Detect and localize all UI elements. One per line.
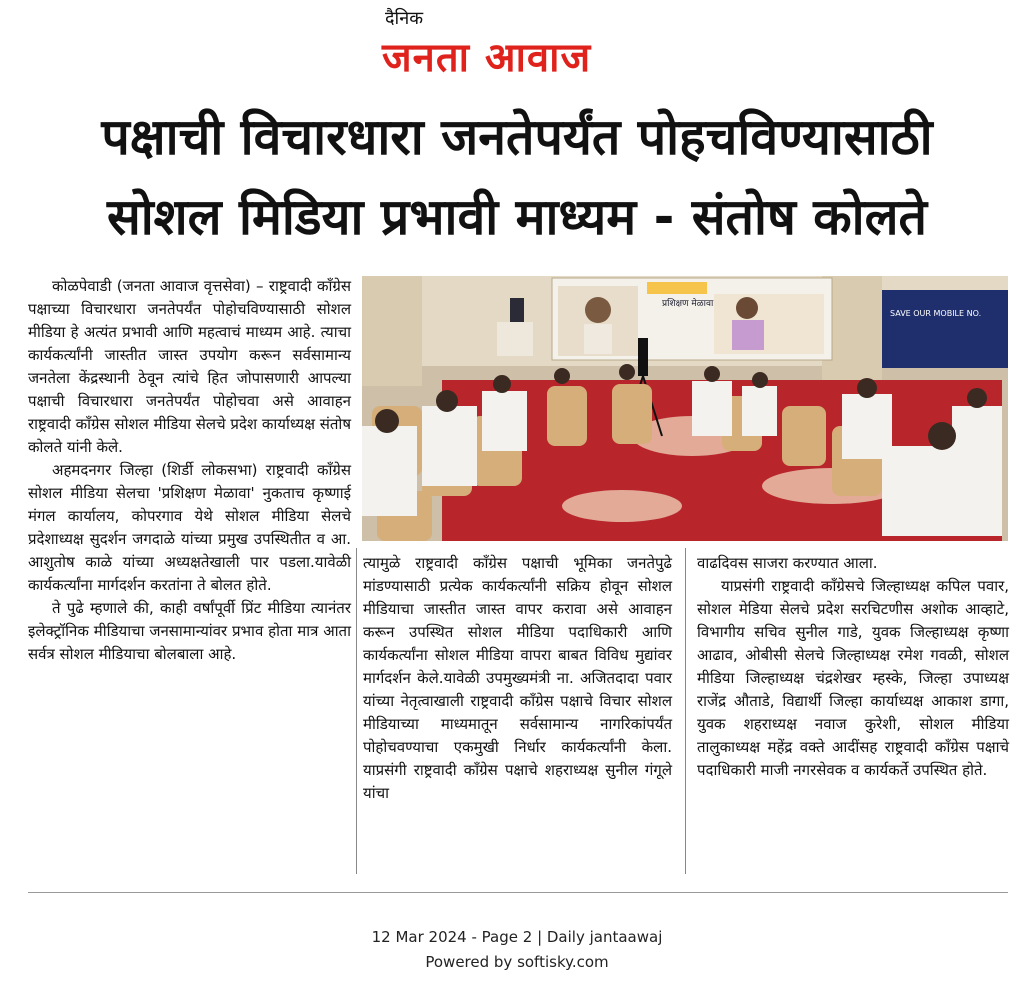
- event-photo-illustration: [362, 276, 1008, 541]
- column-divider: [356, 548, 357, 874]
- page-bottom-rule: [28, 892, 1008, 893]
- photo-banner-title: प्रशिक्षण मेळावा: [662, 299, 714, 309]
- footer-edition: 12 Mar 2024 - Page 2 | Daily jantaawaj: [371, 928, 663, 946]
- footer-powered-by[interactable]: Powered by softisky.com: [425, 953, 609, 971]
- article-paragraph: कोळपेवाडी (जनता आवाज वृत्तसेवा) – राष्ट्रवादी काँग्रेस पक्षाच्या विचारधारा जनतेपर्यंत पोहोचविण्यासाठी सोशल मीडिया हे अत्यंत प्रभावी आणि महत्वाचं माध्यम आहे. त्याचा कार्यकर्त्यांनी जास्तीत जास्त उपयोग करून सर्वसामान्य जनतेला केंद्रस्थानी ठेवून त्यांचे हित जोपासणारी आपल्या पक्षाची विचारधारा जनतेपर्यंत पोहोचवा असे आवाहन राष्ट्रवादी काँग्रेस सोशल मीडिया सेलचे प्रदेश कार्याध्यक्ष संतोष कोलते यांनी केले.: [28, 277, 351, 456]
- article-paragraph: त्यामुळे राष्ट्रवादी काँग्रेस पक्षाची भूमिका जनतेपुढे मांडण्यासाठी प्रत्येक कार्यकर्त्यांनी सक्रिय होवून सोशल मीडियाचा जास्तीत जास्त वापर करावा असे आवाहन करून उपस्थित सोशल मीडिया पदाधिकारी आणि कार्यकर्त्यांना सोशल मीडिया वापरा बाबत विविध मुद्यांवर मार्गदर्शन केले.यावेळी उपमुख्यमंत्री ना. अजितदादा पवार यांच्या नेतृत्वाखाली राष्ट्रवादी काँग्रेस पक्षाचे विचार सोशल मीडियाच्या माध्यमातून सर्वसामान्य नागरिकांपर्यंत पोहोचवण्याचा एकमुखी निर्धार कार्यकर्त्यांनी केला. याप्रसंगी राष्ट्रवादी काँग्रेस पक्षाचे शहराध्यक्ष सुनील गंगूले यांचा: [363, 554, 672, 802]
- article-paragraph: याप्रसंगी राष्ट्रवादी काँग्रेसचे जिल्हाध्यक्ष कपिल पवार, सोशल मेडिया सेलचे प्रदेश सरचिटणीस अशोक आव्हाटे, विभागीय सचिव सुनील गाडे, युवक जिल्हाध्यक्ष कृष्णा आढाव, ओबीसी सेलचे जिल्हाध्यक्ष रमेश गवळी, सोशल मीडिया जिल्हाध्यक्ष चंद्रशेखर म्हस्के, जिल्हा उपाध्यक्ष राजेंद्र औताडे, विद्यार्थी जिल्हा कार्याध्यक्ष आकाश डागा, युवक शहराध्यक्ष नवाज कुरेशी, सोशल मीडिया तालुकाध्यक्ष महेंद्र वक्ते आदींसह राष्ट्रवादी काँग्रेस पक्षाचे पदाधिकारी माजी नगरसेवक व कार्यकर्ते उपस्थित होते.: [697, 577, 1009, 779]
- headline-line-1: पक्षाची विचारधारा जनतेपर्यंत पोहचविण्यासाठी: [101, 108, 933, 166]
- masthead: [0, 0, 1034, 92]
- article-paragraph: अहमदनगर जिल्हा (शिर्डी लोकसभा) राष्ट्रवादी काँग्रेस सोशल मीडिया सेलचा 'प्रशिक्षण मेळावा' नुकताच कृष्णाई मंगल कार्यालय, कोपरगाव येथे सोशल मीडिया सेलचे प्रदेशाध्यक्ष सुदर्शन जगदाळे यांच्या प्रमुख उपस्थितीत व आ. आशुतोष काळे यांच्या अध्यक्षतेखाली पार पडला.यावेळी कार्यकर्त्यांना मार्गदर्शन करतांना ते बोलत होते.: [28, 461, 351, 594]
- masthead-paper-name: जनता आवाज: [382, 35, 592, 81]
- event-photo: [362, 276, 1008, 541]
- column-divider: [685, 548, 686, 874]
- article-paragraph: वाढदिवस साजरा करण्यात आला.: [697, 554, 878, 572]
- article-column-3: [697, 552, 1009, 782]
- masthead-daily-label: दैनिक: [385, 8, 424, 29]
- photo-side-banner: SAVE OUR MOBILE NO.: [890, 309, 982, 318]
- article-column-2: [363, 552, 672, 805]
- headline-line-2: सोशल मिडिया प्रभावी माध्यम - संतोष कोलते: [106, 188, 928, 246]
- article-column-1: [28, 275, 351, 666]
- article-paragraph: ते पुढे म्हणाले की, काही वर्षांपूर्वी प्रिंट मीडिया त्यानंतर इलेक्ट्रॉनिक मीडियाचा जनसामान्यांवर प्रभाव होता मात्र आता सर्वत्र सोशल मीडियाचा बोलबाला आहे.: [28, 599, 351, 663]
